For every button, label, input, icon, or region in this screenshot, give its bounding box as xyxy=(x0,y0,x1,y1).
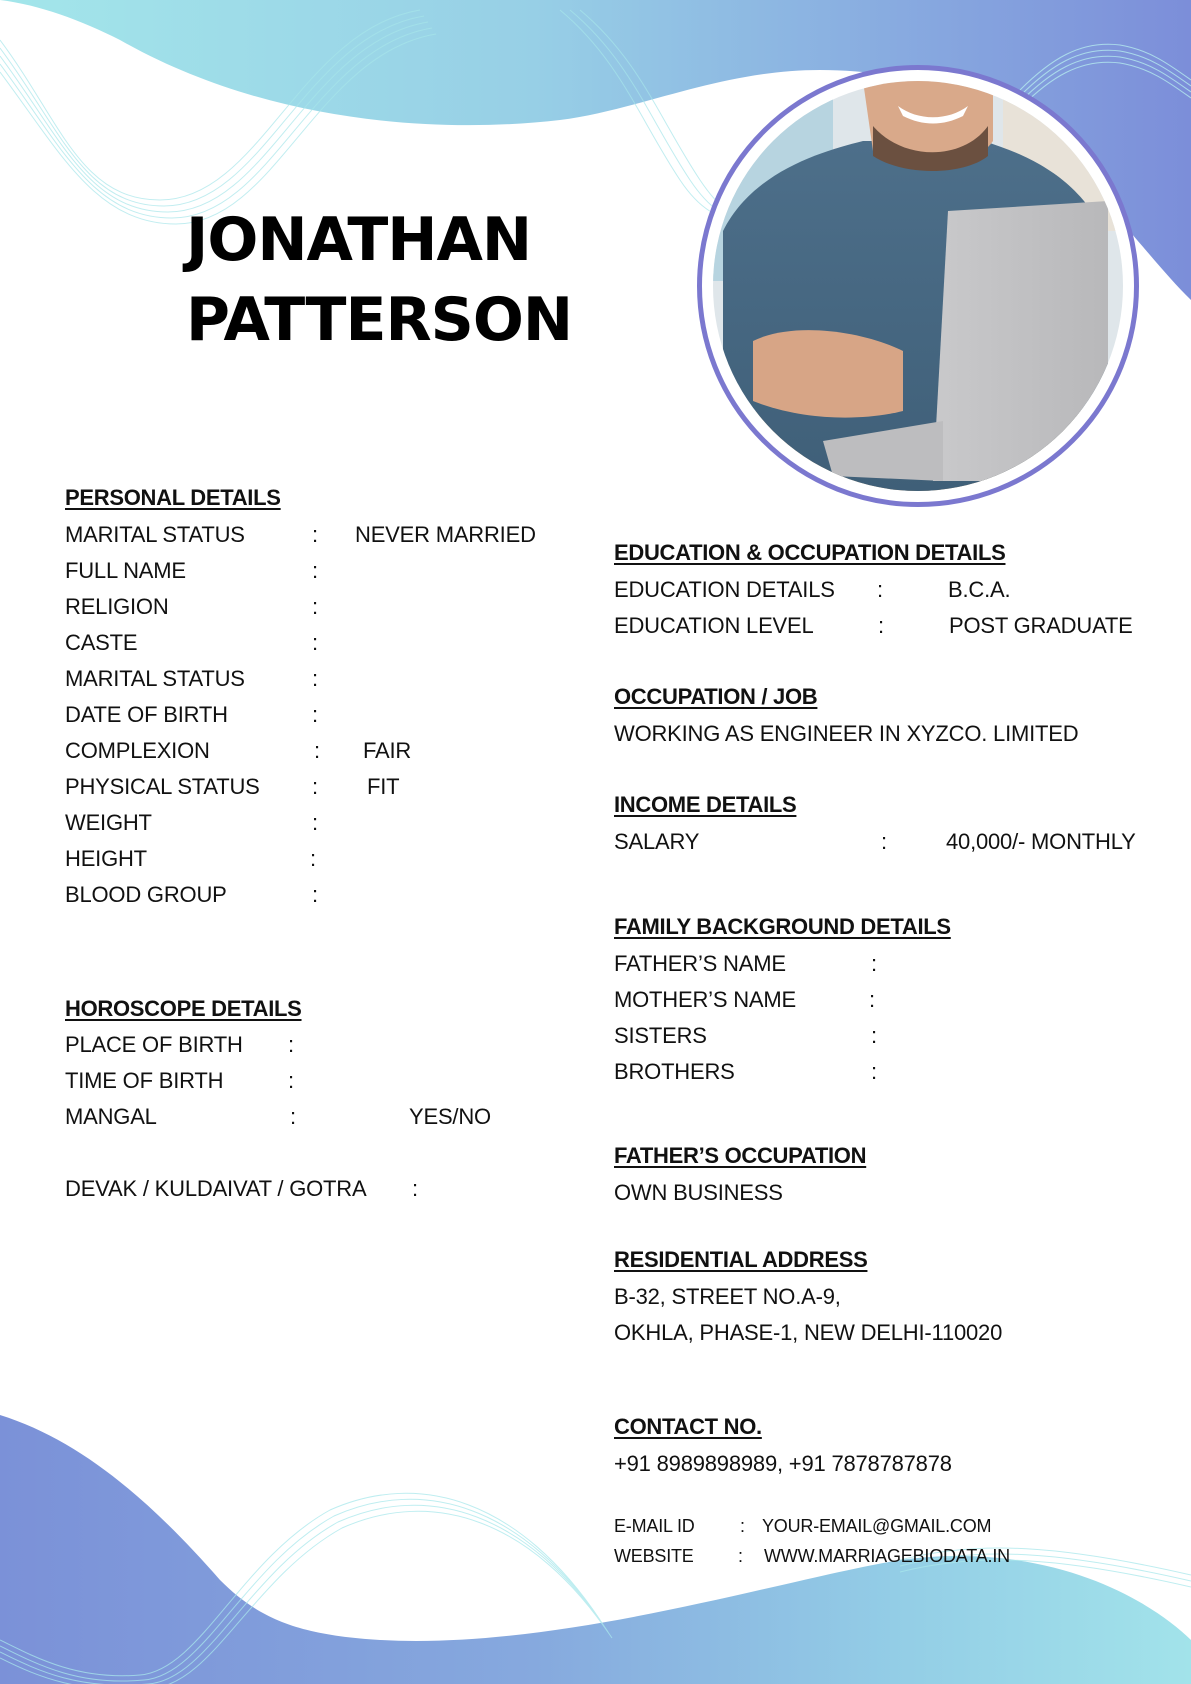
horoscope-details-heading: HOROSCOPE DETAILS xyxy=(65,996,302,1021)
row-separator: : xyxy=(288,1032,294,1057)
education-row-level xyxy=(614,613,1174,641)
row-label: CASTE xyxy=(65,630,138,655)
row-label: PHYSICAL STATUS xyxy=(65,774,260,799)
website-link[interactable]: WWW.MARRIAGEBIODATA.IN xyxy=(764,1546,1010,1566)
row-separator: : xyxy=(312,810,318,835)
row-label: MANGAL xyxy=(65,1104,157,1129)
row-label: WEIGHT xyxy=(65,810,152,835)
row-label: MARITAL STATUS xyxy=(65,522,245,547)
personal-row-date-of-birth xyxy=(65,702,545,730)
personal-row-complexion xyxy=(65,738,545,766)
fathers-occupation-heading: FATHER’S OCCUPATION xyxy=(614,1143,867,1168)
row-separator: : xyxy=(312,630,318,655)
email-value[interactable]: YOUR-EMAIL@GMAIL.COM xyxy=(762,1516,992,1536)
row-separator: : xyxy=(877,577,883,602)
row-separator: : xyxy=(869,987,875,1012)
profile-name xyxy=(186,200,572,360)
first-name: JONATHAN xyxy=(186,205,532,275)
row-separator: : xyxy=(314,738,320,763)
personal-row-caste xyxy=(65,630,545,658)
education-row-details xyxy=(614,577,1174,605)
row-label: HEIGHT xyxy=(65,846,147,871)
personal-details-heading: PERSONAL DETAILS xyxy=(65,485,281,510)
education-details-heading: EDUCATION & OCCUPATION DETAILS xyxy=(614,540,1006,565)
row-separator: : xyxy=(881,829,887,854)
row-separator: : xyxy=(310,846,316,871)
row-value: FAIR xyxy=(363,738,412,763)
contact-email-row xyxy=(614,1516,1174,1540)
row-separator: : xyxy=(312,594,318,619)
row-label: SISTERS xyxy=(614,1023,707,1048)
row-label: DEVAK / KULDAIVAT / GOTRA xyxy=(65,1176,367,1201)
row-value: FIT xyxy=(367,774,400,799)
horoscope-row-devak-kuldaivat-gotra xyxy=(65,1176,545,1204)
income-row-salary xyxy=(614,829,1174,857)
residential-address-heading: RESIDENTIAL ADDRESS xyxy=(614,1247,868,1272)
row-separator: : xyxy=(312,774,318,799)
row-value: 40,000/- MONTHLY xyxy=(946,829,1136,854)
income-details-heading: INCOME DETAILS xyxy=(614,792,797,817)
personal-row-blood-group xyxy=(65,882,545,910)
row-label: BLOOD GROUP xyxy=(65,882,227,907)
personal-row-physical-status xyxy=(65,774,545,802)
row-separator: : xyxy=(312,882,318,907)
row-separator: : xyxy=(871,1023,877,1048)
row-separator: : xyxy=(871,951,877,976)
profile-photo xyxy=(713,81,1123,491)
fathers-occupation-text: OWN BUSINESS xyxy=(614,1180,783,1205)
family-background-heading: FAMILY BACKGROUND DETAILS xyxy=(614,914,951,939)
row-label: FULL NAME xyxy=(65,558,186,583)
family-row-brothers xyxy=(614,1059,1174,1087)
occupation-text: WORKING AS ENGINEER IN XYZCO. LIMITED xyxy=(614,721,1079,746)
row-separator: : xyxy=(290,1104,296,1129)
contact-phones: +91 8989898989, +91 7878787878 xyxy=(614,1451,952,1476)
row-label: COMPLEXION xyxy=(65,738,210,763)
personal-row-height xyxy=(65,846,545,874)
website-separator: : xyxy=(738,1546,743,1566)
row-separator: : xyxy=(312,702,318,727)
email-label: E-MAIL ID xyxy=(614,1516,695,1536)
family-row-mothers-name xyxy=(614,987,1174,1015)
horoscope-row-mangal xyxy=(65,1104,545,1132)
personal-row-full-name xyxy=(65,558,545,586)
horoscope-row-time-of-birth xyxy=(65,1068,545,1096)
address-line-1: B-32, STREET NO.A-9, xyxy=(614,1284,841,1309)
family-row-fathers-name xyxy=(614,951,1174,979)
row-label: TIME OF BIRTH xyxy=(65,1068,224,1093)
contact-website-row xyxy=(614,1546,1174,1570)
row-label: DATE OF BIRTH xyxy=(65,702,228,727)
row-label: EDUCATION LEVEL xyxy=(614,613,814,638)
row-separator: : xyxy=(312,666,318,691)
address-line-2: OKHLA, PHASE-1, NEW DELHI-110020 xyxy=(614,1320,1003,1345)
row-label: FATHER’S NAME xyxy=(614,951,786,976)
row-label: RELIGION xyxy=(65,594,169,619)
row-label: PLACE OF BIRTH xyxy=(65,1032,243,1057)
row-label: MARITAL STATUS xyxy=(65,666,245,691)
family-row-sisters xyxy=(614,1023,1174,1051)
row-separator: : xyxy=(412,1176,418,1201)
row-label: EDUCATION DETAILS xyxy=(614,577,835,602)
email-separator: : xyxy=(740,1516,745,1536)
row-value: B.C.A. xyxy=(948,577,1011,602)
row-separator: : xyxy=(878,613,884,638)
personal-row-marital-status xyxy=(65,522,545,550)
row-label: BROTHERS xyxy=(614,1059,735,1084)
contact-heading: CONTACT NO. xyxy=(614,1414,762,1439)
row-separator: : xyxy=(871,1059,877,1084)
row-value: NEVER MARRIED xyxy=(355,522,536,547)
row-separator: : xyxy=(312,522,318,547)
row-value: POST GRADUATE xyxy=(949,613,1133,638)
row-value: YES/NO xyxy=(409,1104,491,1129)
row-label: MOTHER’S NAME xyxy=(614,987,796,1012)
occupation-heading: OCCUPATION / JOB xyxy=(614,684,818,709)
horoscope-row-place-of-birth xyxy=(65,1032,545,1060)
row-label: SALARY xyxy=(614,829,700,854)
personal-row-marital-status-2 xyxy=(65,666,545,694)
personal-row-religion xyxy=(65,594,545,622)
website-label: WEBSITE xyxy=(614,1546,694,1566)
row-separator: : xyxy=(312,558,318,583)
personal-row-weight xyxy=(65,810,545,838)
profile-photo-frame xyxy=(697,65,1139,507)
row-separator: : xyxy=(288,1068,294,1093)
last-name: PATTERSON xyxy=(186,285,573,355)
